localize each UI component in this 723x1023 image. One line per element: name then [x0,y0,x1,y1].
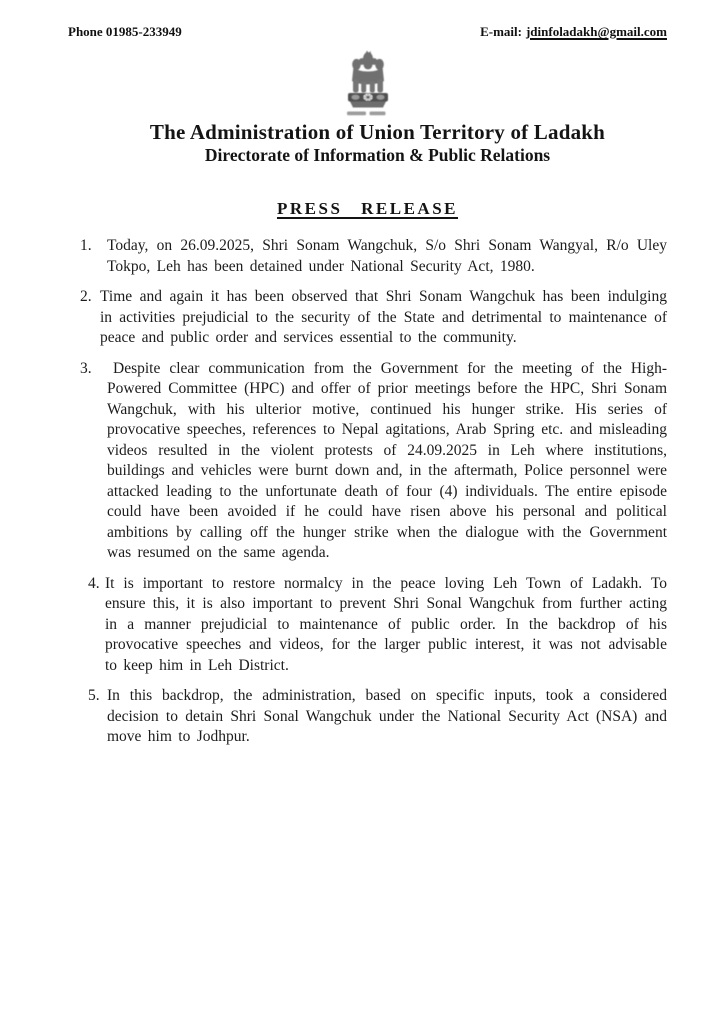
org-title: The Administration of Union Territory of Ladakh [149,120,606,144]
item-text: In this backdrop, the administration, based on specific inputs, took a considered decision to detain Shri Sonal Wangchuk under the National Security Act (NSA) and move him to Jodhpur. [107,687,667,745]
heading-container [68,199,667,219]
press-release-body [68,236,667,748]
phone-label: Phone 01985-233949 [68,24,182,39]
item-text: It is important to restore normalcy in the peace loving Leh Town of Ladakh. To ensure this, it is also important to prevent Shri Sonal Wangchuk from further acting in a manner prejudicial to maintenance of public order. In the backdrop of his provocative speeches and videos, for the larger public interest, it was not advisable to keep him in Leh District. [105,574,667,674]
national-emblem-icon [340,50,396,118]
item-text: Today, on 26.09.2025, Shri Sonam Wangchuk, S/o Shri Sonam Wangyal, R/o Uley Tokpo, Leh has been detained under National Security Act, 1980. [107,237,667,275]
email-link[interactable]: jdinfoladakh@gmail.com [525,24,667,39]
press-item-4 [68,574,667,677]
item-number: 4. [88,574,100,592]
press-item-1 [68,236,667,277]
document-header [68,24,667,39]
email-line [480,24,667,39]
item-number: 1. [80,237,92,254]
press-release-heading: PRESS RELEASE [276,199,459,218]
email-prefix-label: E-mail: [480,24,522,39]
item-number: 5. [88,687,100,704]
org-subtitle: Directorate of Information & Public Relations [204,145,551,165]
emblem-container [68,50,667,118]
item-text: Time and again it has been observed that Shri Sonam Wangchuk has been indulging in activities prejudicial to the security of the State and detrimental to maintenance of peace and public order and services essential to the community. [100,288,667,346]
emblem-motto [347,112,386,116]
press-item-3 [68,359,667,564]
press-item-2 [68,287,667,349]
item-number: 2. [80,288,92,305]
item-number: 3. [80,359,92,377]
press-item-5 [68,686,667,748]
title-block [78,120,677,166]
item-text: Despite clear communication from the Government for the meeting of the High-Powered Committee (HPC) and offer of prior meetings before the HPC, Shri Sonam Wangchuk, with his ulterior motive, continued his hunger strike. His series of provocative speeches, references to Nepal agitations, Arab Spring etc. and misleading videos resulted in the violent protests of 24.09.2025 in Leh where institutions, buildings and vehicles were burnt down and, in the aftermath, Police personnel were attacked leading to the unfortunate death of four (4) individuals. The entire episode could have been avoided if he could have risen above his personal and political ambitions by calling off the hunger strike when the dialogue with the Government was resumed on the same agenda. [107,359,667,561]
